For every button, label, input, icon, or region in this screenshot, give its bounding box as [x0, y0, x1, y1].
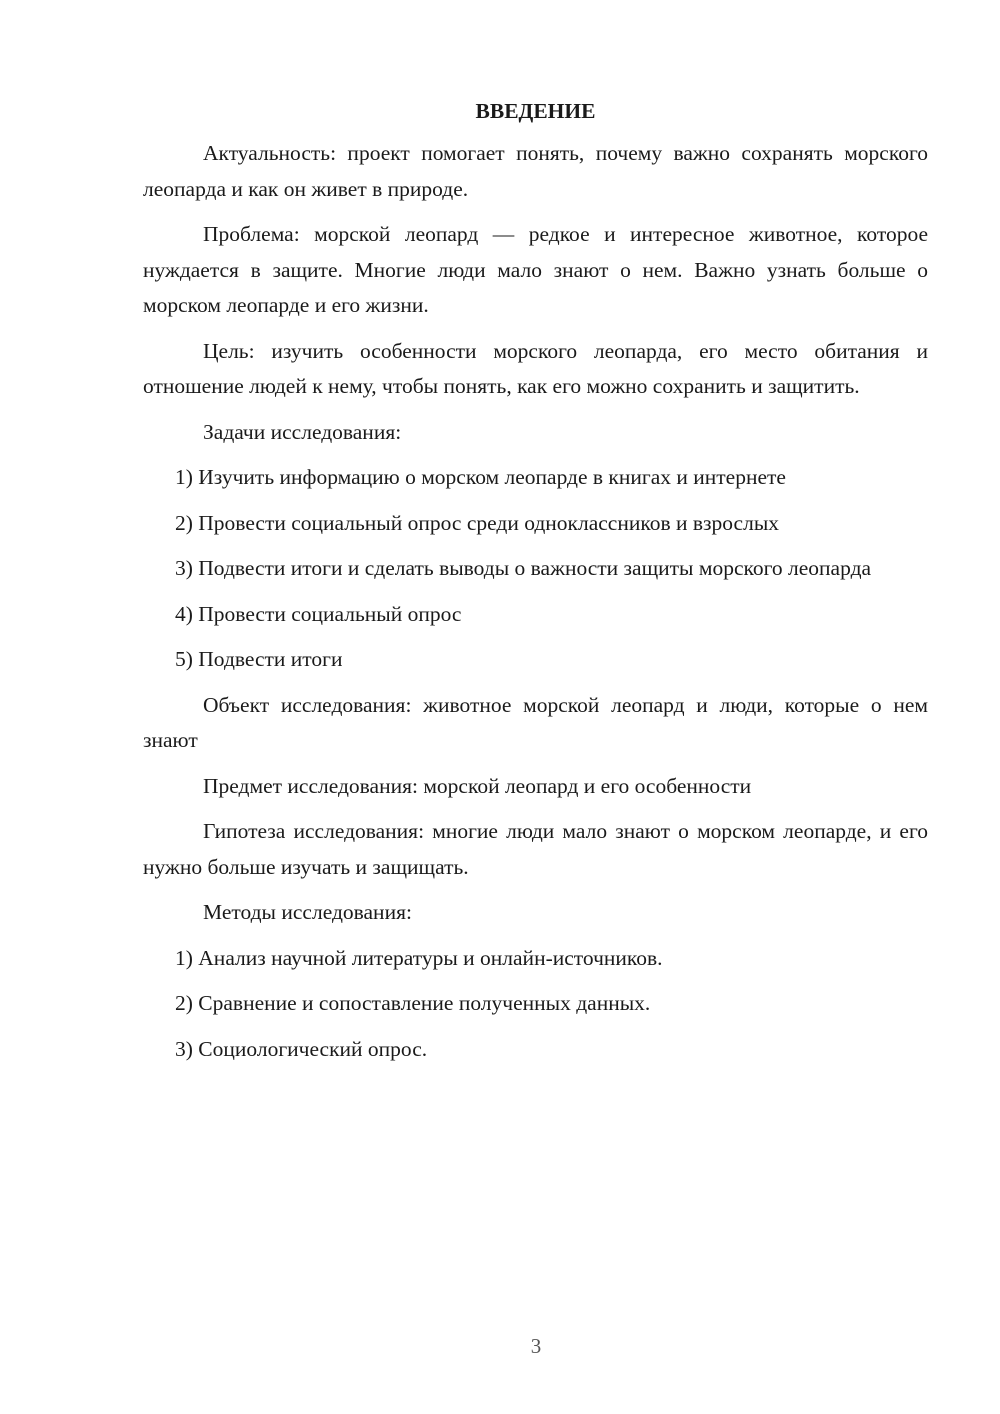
method-item: 1) Анализ научной литературы и онлайн-источников.: [175, 945, 663, 970]
page-number: 3: [530, 1334, 542, 1358]
hypothesis-paragraph: Гипотеза исследования: многие люди мало знают о морском леопарде, и его нужно больше изучать и защищать.: [143, 819, 928, 879]
tasks-heading: Задачи исследования:: [203, 419, 402, 444]
object-paragraph: Объект исследования: животное морской леопард и люди, которые о нем знают: [143, 692, 928, 752]
methods-heading: Методы исследования:: [203, 900, 412, 924]
method-item: 2) Сравнение и сопоставление полученных данных.: [175, 991, 651, 1015]
task-item: 2) Провести социальный опрос среди одноклассников и взрослых: [175, 510, 780, 535]
goal-paragraph: Цель: изучить особенности морского леопарда, его место обитания и отношение людей к нему, чтобы понять, как его можно сохранить и защитить.: [143, 338, 928, 398]
task-item: 5) Подвести итоги: [175, 647, 343, 671]
method-item: 3) Социологический опрос.: [175, 1036, 428, 1061]
task-item: 3) Подвести итоги и сделать выводы о важности защиты морского леопарда: [175, 556, 872, 580]
page-content: [143, 98, 928, 1077]
task-item: 1) Изучить информацию о морском леопарде в книгах и интернете: [175, 465, 786, 489]
section-heading: ВВЕДЕНИЕ: [475, 99, 596, 123]
relevance-paragraph: Актуальность: проект помогает понять, почему важно сохранять морского леопарда и как он живет в природе.: [143, 141, 928, 201]
task-item: 4) Провести социальный опрос: [175, 601, 462, 626]
subject-paragraph: Предмет исследования: морской леопард и его особенности: [203, 773, 752, 798]
problem-paragraph: Проблема: морской леопард — редкое и интересное животное, которое нуждается в защите. Многие люди мало знают о нем. Важно узнать больше о морском леопарде и его жизни.: [143, 222, 928, 317]
